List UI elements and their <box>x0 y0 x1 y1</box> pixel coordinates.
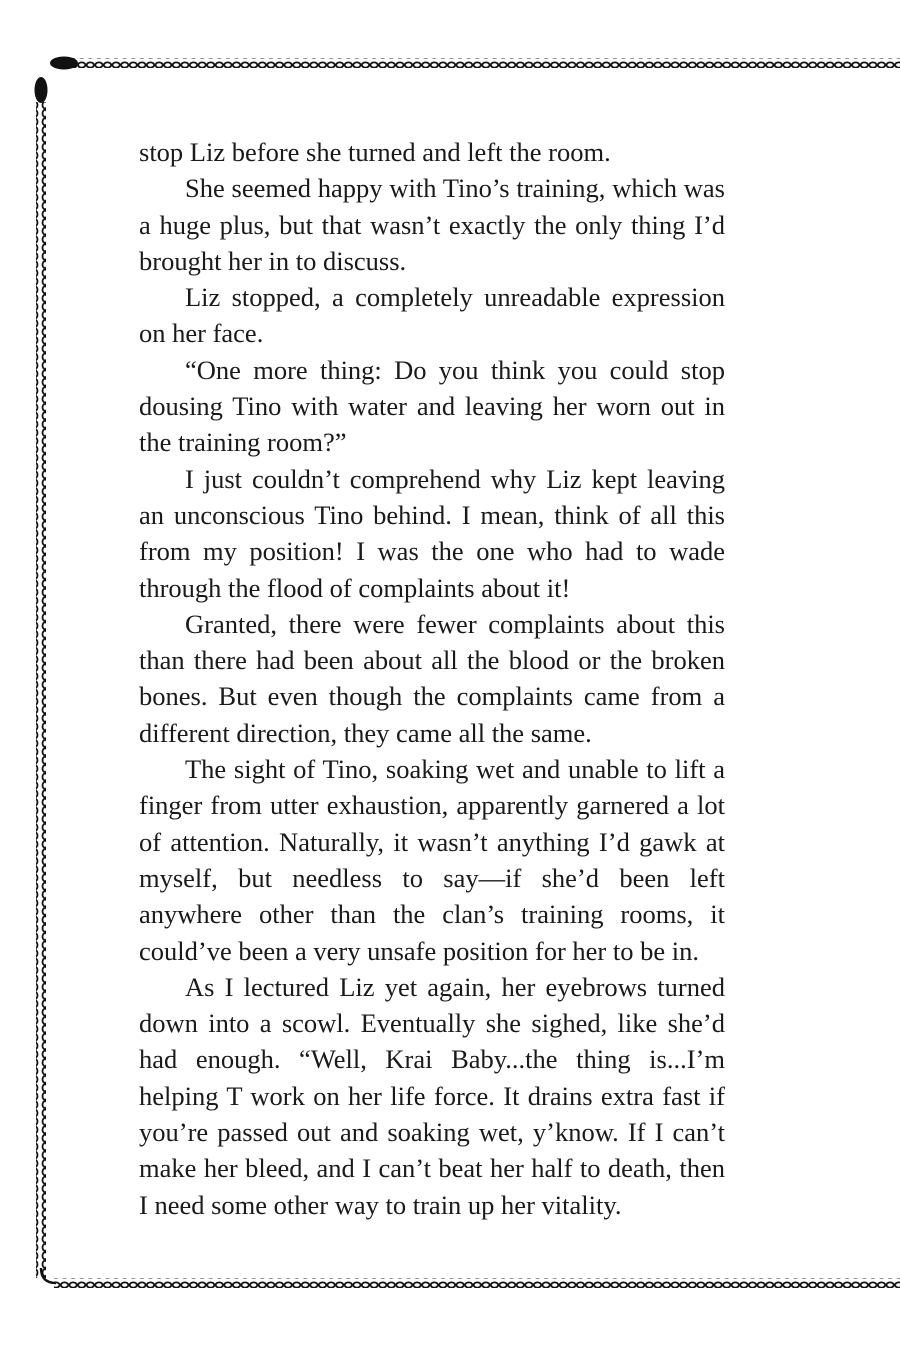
chain-top <box>72 58 900 68</box>
chain-bottom <box>54 1278 900 1288</box>
chain-left <box>36 102 46 1278</box>
chain-left-end-link <box>35 77 48 103</box>
paragraph: I just couldn’t comprehend why Liz kept leaving an unconscious Tino behind. I mean, think of all this from my position! I was the one who had to wade through the flood of complaints about it! <box>139 463 725 603</box>
paragraph: As I lectured Liz yet again, her eyebrows turned down into a scowl. Eventually she sighed, like she’d had enough. “Well, Krai Baby...the thing is...I’m helping T work on her life force. It drains extra fast if you’re passed out and soaking wet, y’know. If I can’t make her bleed, and I can’t beat her half to death, then I need some other way to train up her vitality. <box>139 971 725 1220</box>
paragraph: Granted, there were fewer complaints about this than there had been about all the blood or the broken bones. But even though the complaints came from a different direction, they came all the same. <box>139 608 725 748</box>
paragraph: “One more thing: Do you think you could stop dousing Tino with water and leaving her worn out in the training room?” <box>139 354 725 458</box>
paragraph: stop Liz before she turned and left the room. <box>139 137 611 167</box>
paragraph: Liz stopped, a completely unreadable expression on her face. <box>139 282 725 349</box>
paragraph: The sight of Tino, soaking wet and unable to lift a finger from utter exhaustion, apparently garnered a lot of attention. Naturally, it wasn’t anything I’d gawk at myself, but needless to say—if she’d been left anywhere other than the clan’s training rooms, it could’ve been a very unsafe position for her to be in. <box>139 754 725 966</box>
paragraph: She seemed happy with Tino’s training, which was a huge plus, but that wasn’t exactly the only thing I’d brought her in to discuss. <box>139 173 725 276</box>
chain-top-end-link <box>50 57 78 70</box>
page-text <box>139 134 725 1223</box>
